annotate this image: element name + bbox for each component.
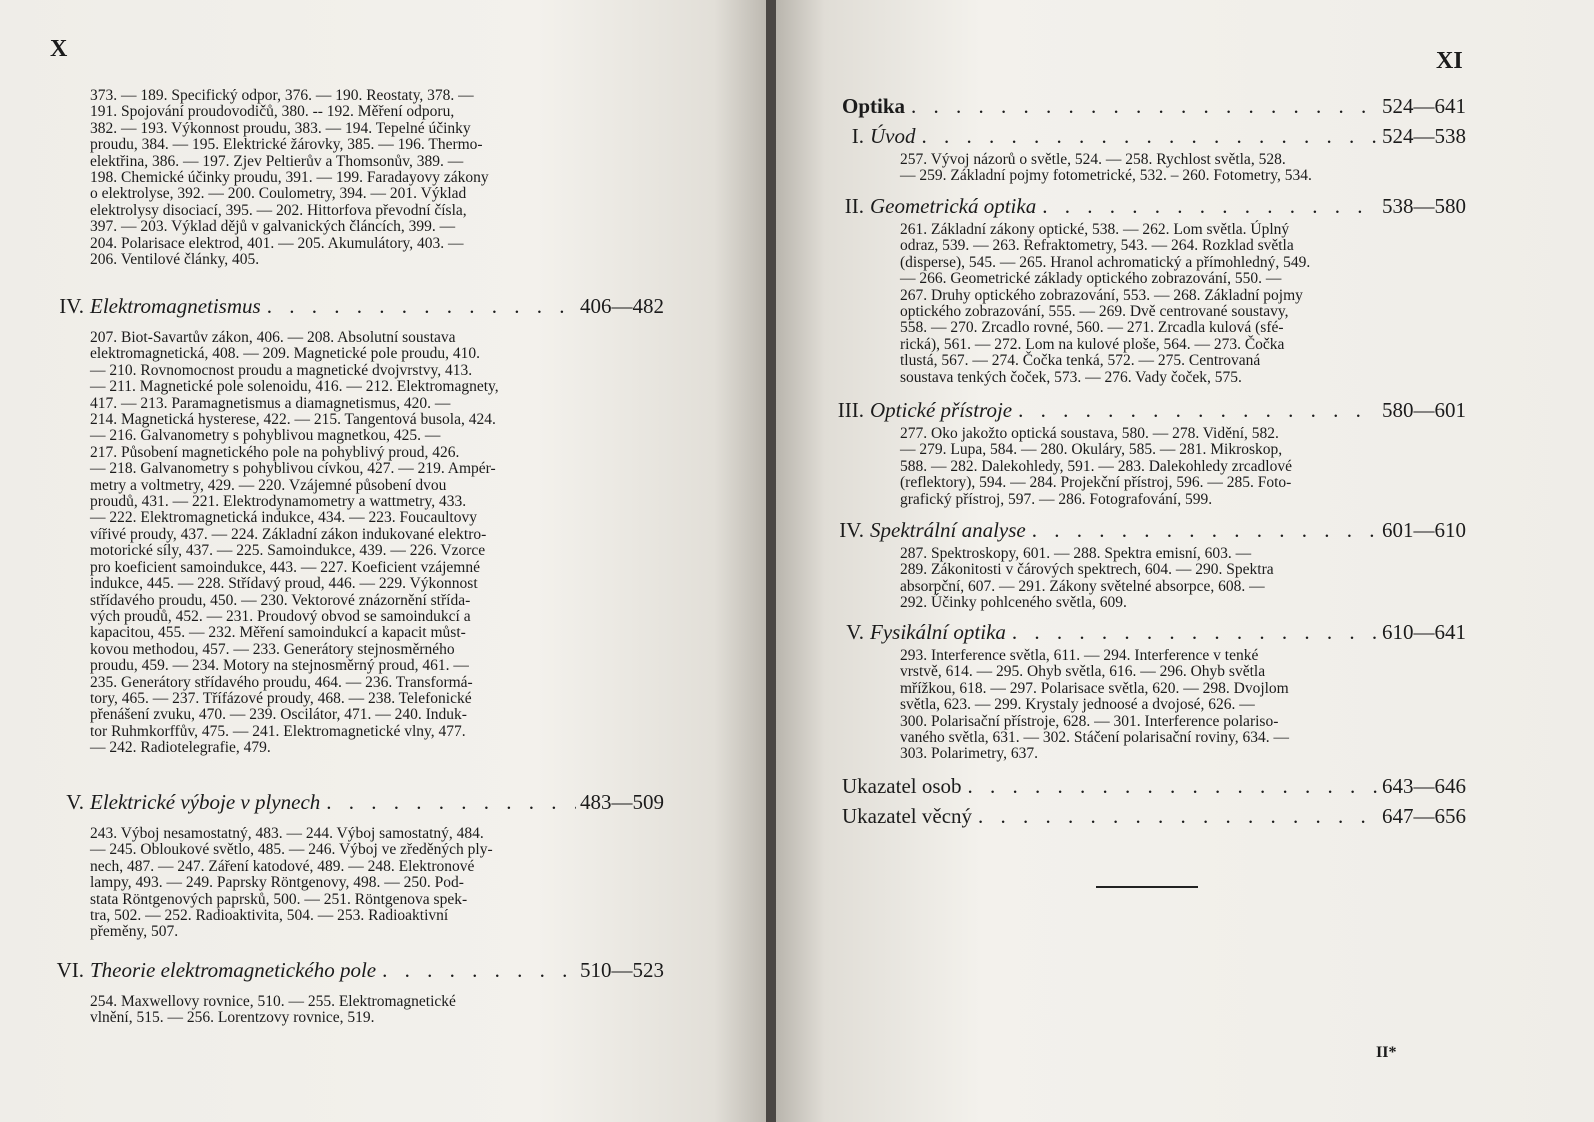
text-line: vých proudů, 452. — 231. Proudový obvod se samoindukcí a (90, 607, 471, 625)
text-line: vířivé proudy, 437. — 224. Základní zákon indukované elektro- (90, 525, 487, 543)
section-numeral: V. (846, 620, 864, 644)
text-line: — 245. Obloukové světlo, 485. — 246. Výboj ve zředěných ply- (90, 841, 493, 859)
signature-mark: II* (1376, 1044, 1397, 1061)
section-heading[interactable] (824, 398, 1466, 423)
text-line: elektrolysy disociací, 395. — 202. Hittorfova převodní čísla, (90, 201, 467, 219)
text-line: 289. Zákonitosti v čárových spektrech, 604. — 290. Spektra (900, 561, 1274, 579)
intro-paragraph (90, 88, 564, 268)
section-title: Elektromagnetismus (90, 294, 261, 318)
section-heading[interactable] (44, 790, 664, 815)
text-line: kovou methodou, 457. — 233. Generátory stejnosměrného (90, 640, 455, 658)
text-line: — 218. Galvanometry s pohyblivou cívkou, 427. — 219. Ampér- (90, 460, 496, 478)
text-line: — 266. Geometrické základy optického zobrazování, 550. — (900, 270, 1282, 288)
text-line: 292. Účinky pohlceného světla, 609. (900, 594, 1127, 612)
text-line: absorpční, 607. — 291. Zákony světelné absorpce, 608. — (900, 577, 1265, 595)
section-contents (900, 546, 1370, 612)
text-line: mřížkou, 618. — 297. Polarisace světla, 620. — 298. Dvojlom (900, 679, 1289, 697)
text-line: odraz, 539. — 263. Refraktometry, 543. — 264. Rozklad světla (900, 237, 1294, 255)
section-title: Optické přístroje (870, 398, 1013, 422)
text-line: stata Röntgenových paprsků, 500. — 251. Röntgenova spek- (90, 890, 468, 908)
text-line: o elektrolyse, 392. — 200. Coulometry, 394. — 201. Výklad (90, 185, 467, 203)
section-numeral: I. (851, 124, 864, 148)
text-line: proudů, 431. — 221. Elektrodynamometry a wattmetry, 433. (90, 493, 467, 511)
leader-dots (1032, 518, 1378, 543)
section-pages: 601—610 (1382, 518, 1466, 542)
section-contents (900, 648, 1370, 763)
text-line: 588. — 282. Dalekohledy, 591. — 283. Dalekohledy zrcadlové (900, 457, 1292, 475)
text-line: — 216. Galvanometry s pohyblivou magnetkou, 425. — (90, 427, 441, 445)
text-line: optického zobrazování, 555. — 269. Dvě centrované soustavy, (900, 303, 1289, 321)
section-contents (900, 152, 1370, 185)
leader-dots (326, 790, 576, 815)
text-line: 198. Chemické účinky proudu, 391. — 199. Faradayovy zákony (90, 169, 489, 187)
text-line: 558. — 270. Zrcadlo rovné, 560. — 271. Zrcadla kulová (sfé- (900, 319, 1284, 337)
text-line: proudu, 384. — 195. Elektrické žárovky, 385. — 196. Thermo- (90, 136, 483, 154)
section-heading[interactable] (824, 124, 1466, 149)
index-heading[interactable] (842, 804, 1466, 829)
part-pages: 524—641 (1382, 94, 1466, 118)
text-line: 206. Ventilové články, 405. (90, 251, 260, 269)
section-title: Theorie elektromagnetického pole (90, 958, 377, 982)
text-line: grafický přístroj, 597. — 286. Fotografování, 599. (900, 490, 1213, 508)
text-line: pro koeficient samoindukce, 443. — 227. Koeficient vzájemné (90, 558, 480, 576)
text-line: elektromagnetická, 408. — 209. Magnetické pole proudu, 410. (90, 345, 480, 363)
text-line: — 259. Základní pojmy fotometrické, 532. – 260. Fotometry, 534. (900, 167, 1312, 185)
index-pages: 643—646 (1382, 774, 1466, 798)
text-line: 303. Polarimetry, 637. (900, 745, 1039, 763)
text-line: indukce, 445. — 228. Střídavý proud, 446. — 229. Výkonnost (90, 575, 478, 593)
text-line: 243. Výboj nesamostatný, 483. — 244. Výboj samostatný, 484. (90, 825, 484, 842)
text-line: rická), 561. — 272. Lom na kulové ploše, 564. — 273. Čočka (900, 335, 1285, 353)
leader-dots (382, 958, 576, 983)
section-numeral: VI. (56, 958, 84, 982)
left-page (0, 0, 768, 1122)
section-heading[interactable] (44, 294, 664, 319)
section-contents (90, 826, 564, 941)
text-line: soustava tenkých čoček, 573. — 276. Vady čoček, 575. (900, 368, 1242, 386)
text-line: 207. Biot-Savartův zákon, 406. — 208. Absolutní soustava (90, 329, 456, 346)
index-heading[interactable] (842, 774, 1466, 799)
section-contents (90, 994, 564, 1027)
section-divider (1096, 886, 1198, 888)
section-title: Fysikální optika (870, 620, 1006, 644)
text-line: přeměny, 507. (90, 923, 179, 941)
text-line: elektřina, 386. — 197. Zjev Peltierův a Thomsonův, 389. — (90, 152, 464, 170)
text-line: 235. Generátory střídavého proudu, 464. — 236. Transformá- (90, 673, 473, 691)
part-title: Optika (842, 94, 906, 118)
text-line: tra, 502. — 252. Radioaktivita, 504. — 253. Radioaktivní (90, 907, 449, 925)
section-pages: 610—641 (1382, 620, 1466, 644)
text-line: tor Ruhmkorffův, 475. — 241. Elektromagnetické vlny, 477. (90, 722, 466, 740)
text-line: světla, 623. — 299. Krystaly jednoosé a dvojosé, 626. — (900, 696, 1255, 714)
text-line: (disperse), 545. — 265. Hranol achromatický a přímohledný, 549. (900, 253, 1311, 271)
text-line: nech, 487. — 247. Záření katodové, 489. — 248. Elektronové (90, 857, 475, 875)
text-line: 397. — 203. Výklad dějů v galvanických článcích, 399. — (90, 218, 456, 236)
section-contents (900, 222, 1370, 386)
section-numeral: II. (844, 194, 864, 218)
text-line: 254. Maxwellovy rovnice, 510. — 255. Elektromagnetické (90, 993, 456, 1010)
section-pages: 483—509 (580, 790, 664, 814)
text-line: (reflektory), 594. — 284. Projekční přístroj, 596. — 285. Foto- (900, 474, 1292, 492)
text-line: tlustá, 567. — 274. Čočka tenká, 572. — 275. Centrovaná (900, 352, 1261, 370)
index-title: Ukazatel osob (842, 774, 962, 798)
index-pages: 647—656 (1382, 804, 1466, 828)
text-line: 300. Polarisační přístroje, 628. — 301. Interference polariso- (900, 712, 1279, 730)
section-heading[interactable] (824, 620, 1466, 645)
part-heading[interactable] (842, 94, 1466, 119)
section-pages: 406—482 (580, 294, 664, 318)
text-line: vlnění, 515. — 256. Lorentzovy rovnice, 519. (90, 1009, 375, 1027)
text-line: 277. Oko jakožto optická soustava, 580. — 278. Vidění, 582. (900, 425, 1279, 442)
section-numeral: IV. (59, 294, 84, 318)
leader-dots (968, 774, 1378, 799)
section-numeral: V. (66, 790, 84, 814)
section-title: Elektrické výboje v plynech (90, 790, 321, 814)
text-line: 214. Magnetická hysterese, 422. — 215. Tangentová busola, 424. (90, 411, 496, 429)
section-heading[interactable] (44, 958, 664, 983)
text-line: 191. Spojování proudovodičů, 380. -- 192. Měření odporu, (90, 103, 455, 121)
text-line: 267. Druhy optického zobrazování, 553. — 268. Základní pojmy (900, 286, 1303, 304)
text-line: — 279. Lupa, 584. — 280. Okuláry, 585. — 281. Mikroskop, (900, 441, 1283, 459)
leader-dots (922, 124, 1379, 149)
text-line: 373. — 189. Specifický odpor, 376. — 190. Reostaty, 378. — (90, 87, 474, 104)
section-heading[interactable] (824, 194, 1466, 219)
text-line: 257. Vývoj názorů o světle, 524. — 258. Rychlost světla, 528. (900, 151, 1286, 168)
section-contents (900, 426, 1370, 508)
text-line: přenášení zvuku, 470. — 239. Oscilátor, 471. — 240. Induk- (90, 706, 467, 724)
text-line: vrstvě, 614. — 295. Ohyb světla, 616. — 296. Ohyb světla (900, 663, 1266, 681)
text-line: motorické síly, 437. — 225. Samoindukce, 439. — 226. Vzorce (90, 542, 486, 560)
section-heading[interactable] (824, 518, 1466, 543)
text-line: tory, 465. — 237. Třífázové proudy, 468. — 238. Telefonické (90, 689, 472, 707)
leader-dots (911, 94, 1378, 119)
text-line: 217. Působení magnetického pole na pohyblivý proud, 426. (90, 443, 460, 461)
text-line: lampy, 493. — 249. Paprsky Röntgenovy, 498. — 250. Pod- (90, 874, 464, 892)
text-line: 261. Základní zákony optické, 538. — 262. Lom světla. Úplný (900, 221, 1290, 238)
section-pages: 510—523 (580, 958, 664, 982)
page-number: XI (1436, 48, 1463, 74)
leader-dots (1012, 620, 1378, 645)
page-number: X (50, 36, 68, 62)
leader-dots (978, 804, 1378, 829)
leader-dots (1018, 398, 1378, 423)
text-line: 293. Interference světla, 611. — 294. Interference v tenké (900, 647, 1259, 664)
leader-dots (267, 294, 576, 319)
section-title: Úvod (870, 124, 916, 148)
leader-dots (1042, 194, 1378, 219)
section-pages: 580—601 (1382, 398, 1466, 422)
right-page (776, 0, 1594, 1122)
text-line: — 211. Magnetické pole solenoidu, 416. — 212. Elektromagnety, (90, 378, 499, 396)
section-pages: 524—538 (1382, 124, 1466, 148)
text-line: — 222. Elektromagnetická indukce, 434. — 223. Foucaultovy (90, 509, 477, 527)
section-title: Spektrální analyse (870, 518, 1026, 542)
section-numeral: III. (837, 398, 864, 422)
text-line: 204. Polarisace elektrod, 401. — 205. Akumulátory, 403. — (90, 234, 464, 252)
text-line: proudu, 459. — 234. Motory na stejnosměrný proud, 461. — (90, 657, 469, 675)
text-line: střídavého proudu, 450. — 230. Vektorové znázornění střída- (90, 591, 471, 609)
section-pages: 538—580 (1382, 194, 1466, 218)
text-line: 287. Spektroskopy, 601. — 288. Spektra emisní, 603. — (900, 545, 1252, 562)
section-contents (90, 330, 564, 757)
text-line: kapacitou, 455. — 232. Měření samoindukcí a kapacit můst- (90, 624, 466, 642)
text-line: vaného světla, 631. — 302. Stáčení polarisační roviny, 634. — (900, 729, 1289, 747)
section-title: Geometrická optika (870, 194, 1037, 218)
index-title: Ukazatel věcný (842, 804, 973, 828)
text-line: 417. — 213. Paramagnetismus a diamagnetismus, 420. — (90, 394, 451, 412)
text-line: 382. — 193. Výkonnost proudu, 383. — 194. Tepelné účinky (90, 119, 471, 137)
text-line: metry a voltmetry, 429. — 220. Vzájemné působení dvou (90, 476, 447, 494)
text-line: — 210. Rovnomocnost proudu a magnetické dvojvrstvy, 413. (90, 361, 473, 379)
text-line: — 242. Radiotelegrafie, 479. (90, 739, 271, 757)
section-numeral: IV. (839, 518, 864, 542)
